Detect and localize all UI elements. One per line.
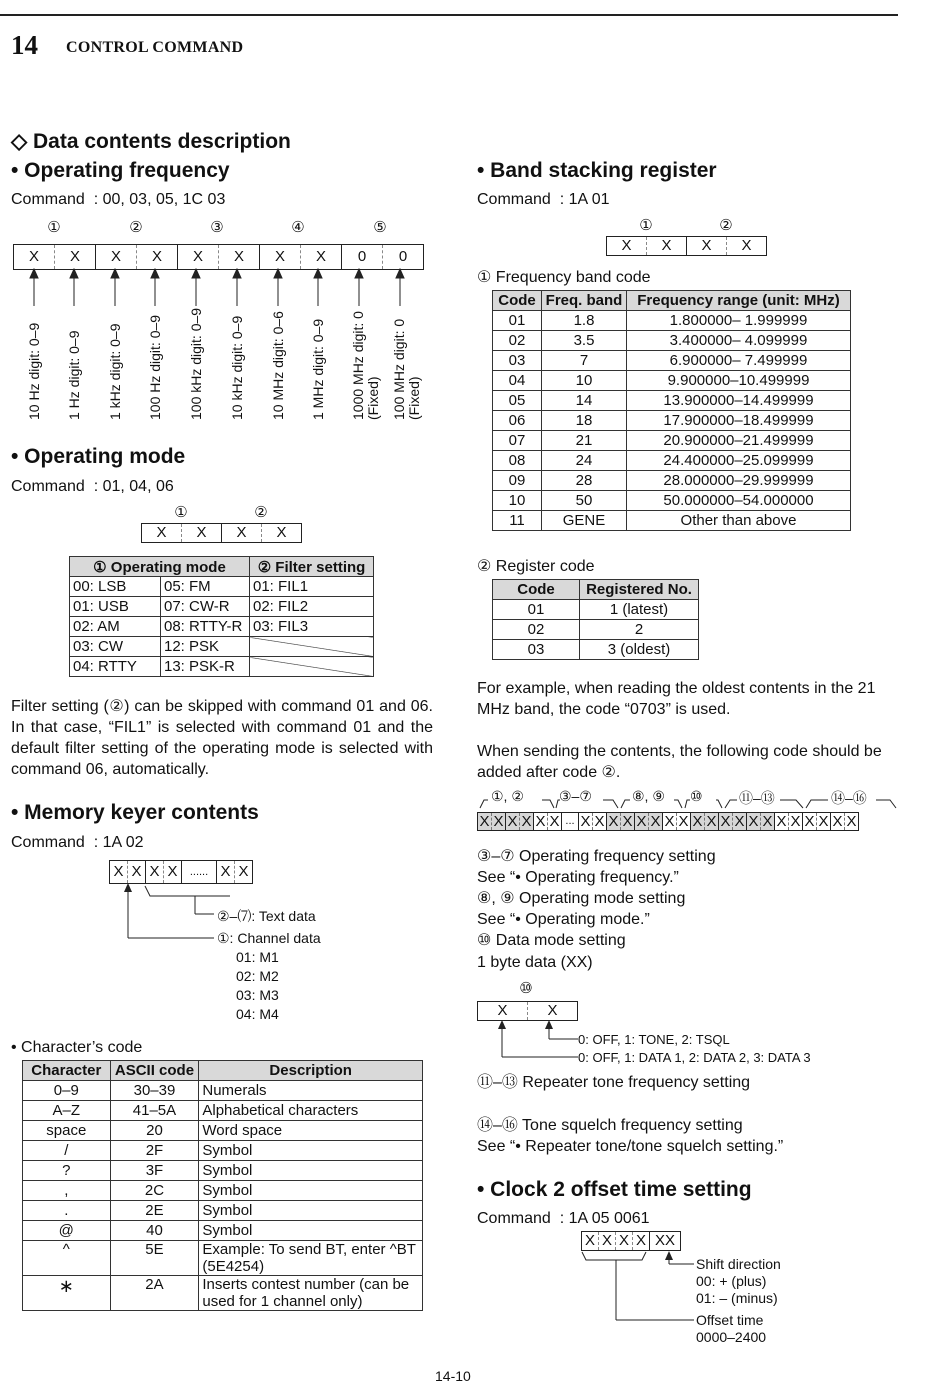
- table-cell: 08: [493, 451, 542, 471]
- band-col-header: Freq. band: [542, 291, 627, 311]
- freq-cell: X: [260, 245, 301, 269]
- squelch-see: See “• Repeater tone/tone squelch setting.”: [477, 1138, 784, 1155]
- clock-offset-label: Offset time: [696, 1312, 764, 1328]
- table-cell: 03: FIL3: [250, 617, 374, 637]
- table-cell: Inserts contest number (can be used for 1 channel only): [199, 1276, 423, 1311]
- table-cell: 02: [493, 620, 580, 640]
- table-cell: 3.400000– 4.099999: [627, 331, 851, 351]
- page-number: 14-10: [435, 1368, 471, 1384]
- mode-marker-2: ②: [254, 504, 268, 521]
- freq-arrows: [0, 268, 430, 308]
- table-row: [493, 371, 851, 391]
- clock-title: • Clock 2 offset time setting: [477, 1178, 752, 1201]
- register-table: [492, 579, 699, 660]
- table-row: [23, 1141, 423, 1161]
- mode-cell: X: [222, 524, 262, 542]
- keyer-cell: ......: [182, 861, 217, 883]
- table-cell: 6.900000– 7.499999: [627, 351, 851, 371]
- seq-cell: X: [761, 813, 775, 830]
- table-cell: 1.8: [542, 311, 627, 331]
- table-row: [23, 1201, 423, 1221]
- mode-cell: X: [276, 524, 287, 541]
- band-sending-text: When sending the contents, the following code should be added after code ②.: [477, 743, 882, 781]
- data-mode-cell: X: [547, 1002, 558, 1019]
- keyer-arrows: [110, 882, 230, 942]
- desc-col-header: Description: [199, 1061, 423, 1081]
- clock-offset-range: 0000–2400: [696, 1329, 767, 1345]
- keyer-title: • Memory keyer contents: [11, 801, 259, 824]
- seq-cell: X: [775, 813, 789, 830]
- table-cell: 01: [493, 600, 580, 620]
- op-freq-title: • Operating frequency: [11, 159, 230, 182]
- seq-cell: X: [677, 813, 691, 830]
- table-cell: 50: [542, 491, 627, 511]
- seq-cell: X: [831, 813, 845, 830]
- table-row: [493, 451, 851, 471]
- table-row: [493, 491, 851, 511]
- desc-line: See “• Operating frequency.”: [477, 869, 679, 886]
- band-code-boxes: [606, 236, 767, 256]
- table-cell: 1 (latest): [580, 600, 699, 620]
- seq-cell: X: [593, 813, 607, 830]
- table-cell: 07: [493, 431, 542, 451]
- digit-label: 1 Hz digit: 0–9: [66, 330, 82, 420]
- table-cell: 2C: [110, 1181, 199, 1201]
- band-example-text: For example, when reading the oldest contents in the 21 MHz band, the code “0703” is used.: [477, 680, 876, 718]
- freq-code-title: ① Frequency band code: [477, 269, 651, 286]
- band-cell: X: [687, 237, 727, 255]
- seq-cell: X: [635, 813, 649, 830]
- clock-cell: X: [582, 1232, 599, 1250]
- table-row: [493, 411, 851, 431]
- seq-cell: X: [579, 813, 593, 830]
- band-stack-title: • Band stacking register: [477, 159, 717, 182]
- table-row: [70, 577, 374, 597]
- table-cell: 40: [110, 1221, 199, 1241]
- digit-label: 1 kHz digit: 0–9: [107, 323, 123, 420]
- table-cell: .: [23, 1201, 111, 1221]
- table-cell: Numerals: [199, 1081, 423, 1101]
- op-freq-command: Command : 00, 03, 05, 1C 03: [11, 191, 226, 208]
- freq-cell: X: [96, 245, 137, 269]
- table-cell: Symbol: [199, 1181, 423, 1201]
- table-row: [23, 1241, 423, 1276]
- table-cell: 20.900000–21.499999: [627, 431, 851, 451]
- repeater-text: ⑪–⑬ Repeater tone frequency setting: [477, 1074, 751, 1091]
- table-cell: 14: [542, 391, 627, 411]
- table-row: [493, 351, 851, 371]
- table-cell: 3F: [110, 1161, 199, 1181]
- desc-line: ⑩ Data mode setting: [477, 932, 626, 949]
- table-cell: 03: [493, 640, 580, 660]
- table-cell: A–Z: [23, 1101, 111, 1121]
- seq-cell: ...: [562, 813, 579, 830]
- table-row: [493, 640, 699, 660]
- seq-cell: X: [733, 813, 747, 830]
- digit-label: 10 MHz digit: 0–6: [270, 311, 286, 420]
- seq-label: ③–⑦: [559, 788, 592, 804]
- keyer-cell: X: [110, 861, 128, 883]
- table-cell: 24: [542, 451, 627, 471]
- table-cell: Symbol: [199, 1141, 423, 1161]
- table-cell: 2F: [110, 1141, 199, 1161]
- band-stack-command: Command : 1A 01: [477, 191, 610, 208]
- header-rule: [0, 14, 898, 16]
- freq-marker-5: ⑤: [373, 219, 387, 236]
- op-mode-command: Command : 01, 04, 06: [11, 478, 174, 495]
- table-cell: 2E: [110, 1201, 199, 1221]
- table-cell: 04: [493, 371, 542, 391]
- clock-code-boxes: [581, 1231, 681, 1251]
- table-cell: @: [23, 1221, 111, 1241]
- table-row: [23, 1081, 423, 1101]
- table-cell: 2: [580, 620, 699, 640]
- table-cell: 05: FM: [161, 577, 250, 597]
- seq-label: ⑩: [690, 788, 703, 804]
- op-mode-header: ① Operating mode: [70, 557, 250, 577]
- table-cell: Word space: [199, 1121, 423, 1141]
- seq-label: ⑧, ⑨: [632, 788, 665, 804]
- desc-line: ③–⑦ Operating frequency setting: [477, 848, 716, 865]
- seq-cell: X: [621, 813, 635, 830]
- digit-label: 100 Hz digit: 0–9: [147, 314, 163, 420]
- freq-marker-2: ②: [129, 219, 143, 236]
- table-row: [23, 1161, 423, 1181]
- table-row: [23, 1121, 423, 1141]
- reg-no-header: Registered No.: [580, 580, 699, 600]
- clock-cell: X: [633, 1232, 650, 1250]
- table-cell: 12: PSK: [161, 637, 250, 657]
- seq-label: ⑭–⑯: [831, 790, 867, 806]
- table-cell: 05: [493, 391, 542, 411]
- table-cell: 24.400000–25.099999: [627, 451, 851, 471]
- chapter-title: CONTROL COMMAND: [66, 39, 244, 56]
- keyer-cell: X: [128, 861, 146, 883]
- char-code-table: [22, 1060, 423, 1311]
- band-send-sequence: [477, 812, 859, 831]
- mode-code-boxes: [141, 523, 302, 543]
- data-mode-boxes: [477, 1001, 578, 1021]
- keyer-cell: X: [238, 863, 249, 880]
- clock-shift-minus: 01: – (minus): [696, 1290, 778, 1306]
- table-row: [23, 1101, 423, 1121]
- table-cell: 13.900000–14.499999: [627, 391, 851, 411]
- freq-cell: X: [301, 245, 342, 269]
- table-cell: ^: [23, 1241, 111, 1276]
- table-row: [23, 1276, 423, 1311]
- desc-line: See “• Operating mode.”: [477, 911, 650, 928]
- channel-item: 02: M2: [236, 968, 279, 984]
- clock-shift-direction: Shift direction: [696, 1256, 781, 1272]
- desc-line: 1 byte data (XX): [477, 954, 593, 971]
- table-row: [493, 511, 851, 531]
- digit-label: 100 MHz digit: 0 (Fixed): [391, 318, 422, 420]
- freq-cell: X: [178, 245, 219, 269]
- seq-cell: X: [705, 813, 719, 830]
- reg-code-header: Code: [493, 580, 580, 600]
- keyer-code-boxes: [109, 860, 253, 884]
- table-cell: 11: [493, 511, 542, 531]
- table-cell: ?: [23, 1161, 111, 1181]
- char-col-header: Character: [23, 1061, 111, 1081]
- table-row: [23, 1221, 423, 1241]
- seq-cell: X: [649, 813, 663, 830]
- keyer-cell: X: [217, 861, 235, 883]
- table-row: [493, 391, 851, 411]
- seq-cell: X: [817, 813, 831, 830]
- table-cell: /: [23, 1141, 111, 1161]
- table-row: [70, 617, 374, 637]
- table-cell: Symbol: [199, 1221, 423, 1241]
- table-cell: space: [23, 1121, 111, 1141]
- clock-cell: XX: [654, 1232, 675, 1249]
- band-cell: X: [607, 237, 647, 255]
- table-cell: 03: CW: [70, 637, 161, 657]
- table-cell: 04: RTTY: [70, 657, 161, 677]
- ascii-col-header: ASCII code: [110, 1061, 199, 1081]
- band-cell: X: [741, 237, 752, 254]
- seq-cell: X: [478, 813, 492, 830]
- freq-cell: X: [55, 245, 96, 269]
- mode-cell: X: [182, 524, 222, 542]
- keyer-text-data-label: ②–⑺: Text data: [217, 908, 316, 924]
- clock-command: Command : 1A 05 0061: [477, 1210, 650, 1227]
- channel-item: 01: M1: [236, 949, 279, 965]
- table-row: [70, 637, 374, 657]
- seq-label: ⑪–⑬: [739, 790, 775, 806]
- table-cell: 28.000000–29.999999: [627, 471, 851, 491]
- seq-brackets: [478, 796, 900, 810]
- table-cell: 10: [542, 371, 627, 391]
- seq-cell: X: [719, 813, 733, 830]
- empty-cell: [250, 657, 374, 677]
- freq-marker-4: ④: [291, 219, 305, 236]
- table-row: [493, 311, 851, 331]
- squelch-text: ⑭–⑯ Tone squelch frequency setting: [477, 1117, 743, 1134]
- table-row: [70, 597, 374, 617]
- table-cell: 5E: [110, 1241, 199, 1276]
- table-row: [493, 600, 699, 620]
- table-cell: 01: USB: [70, 597, 161, 617]
- band-marker-1: ①: [639, 217, 653, 234]
- table-cell: 01: FIL1: [250, 577, 374, 597]
- table-cell: 03: [493, 351, 542, 371]
- table-cell: 3 (oldest): [580, 640, 699, 660]
- table-cell: 30–39: [110, 1081, 199, 1101]
- freq-cell: 0: [342, 245, 383, 269]
- table-cell: GENE: [542, 511, 627, 531]
- digit-label: 100 kHz digit: 0–9: [188, 307, 204, 420]
- table-cell: Symbol: [199, 1161, 423, 1181]
- data-mode-line2: 0: OFF, 1: DATA 1, 2: DATA 2, 3: DATA 3: [578, 1050, 811, 1065]
- freq-marker-1: ①: [47, 219, 61, 236]
- op-mode-table: [69, 556, 374, 677]
- table-row: [493, 471, 851, 491]
- mode-cell: X: [142, 524, 182, 542]
- clock-cell: X: [599, 1232, 616, 1250]
- table-cell: 08: RTTY-R: [161, 617, 250, 637]
- keyer-cell: X: [164, 861, 182, 883]
- table-cell: 20: [110, 1121, 199, 1141]
- freq-marker-3: ③: [210, 219, 224, 236]
- table-cell: 07: CW-R: [161, 597, 250, 617]
- digit-label: 10 kHz digit: 0–9: [229, 315, 245, 420]
- digit-label: 1 MHz digit: 0–9: [310, 318, 326, 420]
- table-cell: ,: [23, 1181, 111, 1201]
- channel-item: 03: M3: [236, 987, 279, 1003]
- char-code-title: • Character’s code: [11, 1039, 143, 1056]
- band-marker-2: ②: [719, 217, 733, 234]
- table-cell: 17.900000–18.499999: [627, 411, 851, 431]
- band-cell: X: [647, 237, 687, 255]
- seq-cell: X: [691, 813, 705, 830]
- table-cell: Other than above: [627, 511, 851, 531]
- empty-cell: [250, 637, 374, 657]
- seq-cell: X: [492, 813, 506, 830]
- keyer-cell: X: [146, 861, 164, 883]
- keyer-channel-label: ①: Channel data: [217, 930, 321, 946]
- table-row: [70, 657, 374, 677]
- table-cell: 00: LSB: [70, 577, 161, 597]
- table-row: [23, 1181, 423, 1201]
- range-col-header: Frequency range (unit: MHz): [627, 291, 851, 311]
- freq-cell: 0: [398, 248, 408, 265]
- code-col-header: Code: [493, 291, 542, 311]
- table-cell: 50.000000–54.000000: [627, 491, 851, 511]
- table-cell: Alphabetical characters: [199, 1101, 423, 1121]
- table-cell: 9.900000–10.499999: [627, 371, 851, 391]
- table-cell: 02: FIL2: [250, 597, 374, 617]
- seq-cell: X: [548, 813, 562, 830]
- table-cell: 18: [542, 411, 627, 431]
- digit-label: 1000 MHz digit: 0 (Fixed): [350, 311, 381, 420]
- table-cell: 1.800000– 1.999999: [627, 311, 851, 331]
- freq-cell: X: [14, 245, 55, 269]
- table-cell: 7: [542, 351, 627, 371]
- clock-arrows: [580, 1250, 700, 1322]
- freq-cell: X: [137, 245, 178, 269]
- seq-cell: X: [607, 813, 621, 830]
- table-cell: 02: AM: [70, 617, 161, 637]
- section-title: ◇ Data contents description: [11, 130, 291, 153]
- filter-header: ② Filter setting: [250, 557, 374, 577]
- table-row: [493, 331, 851, 351]
- seq-cell: X: [506, 813, 520, 830]
- table-cell: 28: [542, 471, 627, 491]
- table-row: [493, 620, 699, 640]
- table-cell: Symbol: [199, 1201, 423, 1221]
- seq-cell: X: [747, 813, 761, 830]
- clock-cell: X: [616, 1232, 633, 1250]
- reg-code-title: ② Register code: [477, 558, 595, 575]
- table-cell: 2A: [110, 1276, 199, 1311]
- table-row: [493, 431, 851, 451]
- data-mode-line1: 0: OFF, 1: TONE, 2: TSQL: [578, 1032, 730, 1047]
- seq-cell: X: [846, 813, 857, 830]
- desc-line: ⑧, ⑨ Operating mode setting: [477, 890, 686, 907]
- mode-marker-1: ①: [174, 504, 188, 521]
- seq-cell: X: [534, 813, 548, 830]
- seq-cell: X: [803, 813, 817, 830]
- data-mode-cell: X: [478, 1002, 528, 1020]
- table-cell: ∗: [23, 1276, 111, 1311]
- clock-shift-plus: 00: + (plus): [696, 1273, 767, 1289]
- op-mode-title: • Operating mode: [11, 445, 186, 468]
- table-cell: 41–5A: [110, 1101, 199, 1121]
- table-cell: 0–9: [23, 1081, 111, 1101]
- digit-label: 10 Hz digit: 0–9: [26, 322, 42, 420]
- table-cell: 3.5: [542, 331, 627, 351]
- channel-item: 04: M4: [236, 1006, 279, 1022]
- seq-cell: X: [663, 813, 677, 830]
- seq-cell: X: [520, 813, 534, 830]
- table-cell: 21: [542, 431, 627, 451]
- table-cell: 01: [493, 311, 542, 331]
- table-cell: 02: [493, 331, 542, 351]
- seq-label: ①, ②: [491, 788, 524, 804]
- table-cell: 13: PSK-R: [161, 657, 250, 677]
- table-cell: 06: [493, 411, 542, 431]
- freq-cell: X: [219, 245, 260, 269]
- op-mode-note: Filter setting (②) can be skipped with command 01 and 06. In that case, “FIL1” is selected with command 01 and the default filter setting of the operating mode is selected with command 06, automatically.: [11, 698, 433, 778]
- freq-band-table: [492, 290, 851, 531]
- table-cell: 10: [493, 491, 542, 511]
- keyer-command: Command : 1A 02: [11, 834, 144, 851]
- table-cell: Example: To send BT, enter ^BT (5E4254): [199, 1241, 423, 1276]
- data-mode-arrows: [490, 1019, 590, 1061]
- table-cell: 09: [493, 471, 542, 491]
- data-mode-marker: ⑩: [519, 980, 533, 997]
- seq-cell: X: [789, 813, 803, 830]
- freq-code-boxes: [13, 244, 424, 270]
- chapter-number: 14: [11, 30, 38, 60]
